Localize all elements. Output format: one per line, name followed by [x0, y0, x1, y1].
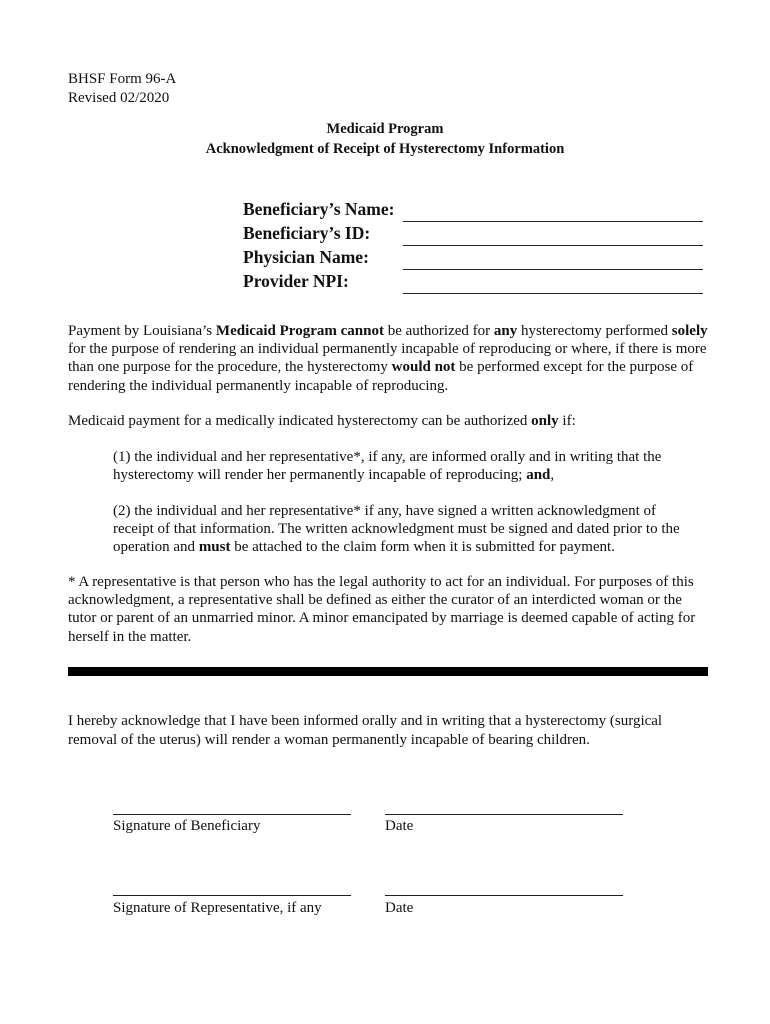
p1-text-i: be performed except for the purpose of rendering the individual permanently incapable of reproducing.: [68, 359, 694, 394]
representative-signature-field[interactable]: [113, 895, 351, 896]
p1-text-a: Payment by Louisiana’s: [68, 323, 216, 339]
provider-npi-row: [243, 268, 703, 292]
p2-text-c: if:: [558, 413, 576, 429]
p2-bold-only: only: [531, 413, 559, 429]
representative-footnote: [68, 573, 708, 646]
p1-bold-any: any: [493, 323, 518, 339]
provider-npi-field[interactable]: [403, 277, 703, 294]
beneficiary-id-field[interactable]: [403, 229, 703, 246]
beneficiary-info-fields: [243, 196, 703, 292]
p1-text-c: be authorized for: [383, 323, 494, 339]
acknowledgment-statement: I hereby acknowledge that I have been informed orally and in writing that a hysterectomy (surgical removal of the uterus) will render a woman permanently incapable of bearing children.: [68, 713, 663, 748]
c1-text-c: ,: [550, 467, 555, 484]
representative-date-field[interactable]: [385, 895, 623, 896]
beneficiary-name-row: [243, 196, 703, 220]
c2-text-a: (2) the individual and her representative* if any, have signed a written acknowledgment of receipt of that information. The written acknowledgment must be signed and dated prior to the operation and: [113, 503, 680, 556]
c2-bold-must: must: [198, 539, 231, 556]
condition-1: [113, 448, 693, 484]
beneficiary-date-label: Date: [385, 818, 414, 834]
form-number: BHSF Form 96-A: [68, 71, 177, 87]
physician-name-row: [243, 244, 703, 268]
form-titles: [0, 119, 770, 159]
beneficiary-signature-field[interactable]: [113, 814, 351, 815]
c2-text-c: be attached to the claim form when it is submitted for payment.: [230, 539, 615, 556]
provider-npi-label: Provider NPI:: [243, 271, 349, 291]
form-identifier: [68, 70, 176, 108]
beneficiary-id-label: Beneficiary’s ID:: [243, 223, 371, 243]
representative-signature-label: Signature of Representative, if any: [113, 900, 322, 916]
p1-text-e: hysterectomy performed: [517, 323, 672, 339]
physician-name-field[interactable]: [403, 253, 703, 270]
form-title: Medicaid Program: [326, 121, 444, 137]
beneficiary-id-row: [243, 220, 703, 244]
beneficiary-name-label: Beneficiary’s Name:: [243, 199, 395, 219]
payment-restriction-paragraph: [68, 322, 708, 395]
p1-bold-solely: solely: [671, 323, 708, 339]
revision-date: Revised 02/2020: [68, 90, 170, 106]
beneficiary-signature-label: Signature of Beneficiary: [113, 818, 261, 834]
form-subtitle: Acknowledgment of Receipt of Hysterectomy Information: [205, 141, 565, 157]
p1-text-g: for the purpose of rendering an individual permanently incapable of reproducing or where, if there is more than one purpose for the procedure, the hysterectomy: [68, 341, 707, 376]
p1-bold-would-not: would not: [391, 359, 456, 376]
section-divider: [68, 667, 708, 676]
physician-name-label: Physician Name:: [243, 247, 369, 267]
p1-bold-medicaid-cannot: Medicaid Program cannot: [215, 323, 384, 339]
beneficiary-date-field[interactable]: [385, 814, 623, 815]
c1-text-a: (1) the individual and her representative*, if any, are informed orally and in writing that the hysterectomy will render her permanently incapable of reproducing;: [113, 449, 662, 484]
authorization-paragraph: [68, 412, 708, 430]
p2-text-a: Medicaid payment for a medically indicated hysterectomy can be authorized: [68, 413, 532, 429]
representative-date-label: Date: [385, 900, 414, 916]
beneficiary-name-field[interactable]: [403, 205, 703, 222]
footnote-text: * A representative is that person who has the legal authority to act for an individual. For purposes of this acknowledgment, a representative shall be defined as either the curator of an interdicted woman or the tutor or parent of an unmarried minor. A minor emancipated by marriage is deemed capable of acting for herself in the matter.: [68, 574, 696, 645]
condition-2: [113, 502, 698, 557]
c1-bold-and: and: [526, 467, 551, 484]
